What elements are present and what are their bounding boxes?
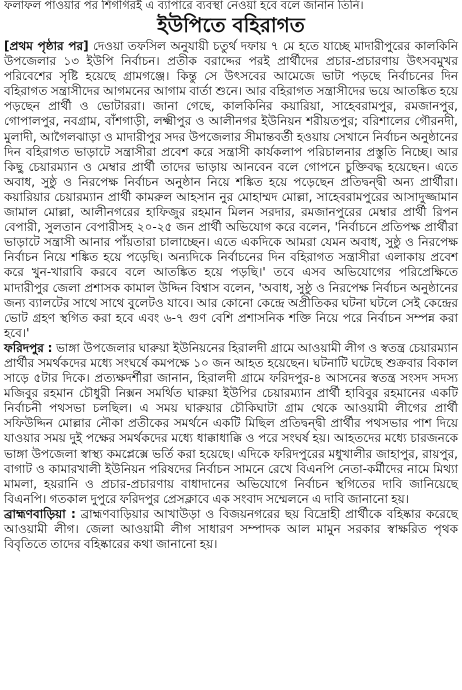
dateline-brahmanbaria: ব্রাহ্মণবাড়িয়া : <box>4 506 76 521</box>
paragraph-text: ভাঙ্গা উপজেলার ঘারুয়া ইউনিয়নের হিরালদী গ্রামে আওয়ামী লীগ ও স্বতন্ত্র চেয়ারম্যান প্রার্থীর সমর্থকদের মধ্যে সংঘর্ষে কমপক্ষে ১০ জন আহত হয়েছেন। ঘটনাটি ঘটেছে শুক্রবার বিকাল সাড়ে ৫টার দিকে। প্রত্যক্ষদর্শীরা জানান, হিরালদী গ্রামে ফরিদপুর-৪ আসনের স্বতন্ত্র সংসদ সদস্য মজিবুর রহমান চৌধুরী নিক্সন সমর্থিত ঘারুয়া ইউপির চেয়ারম্যান প্রার্থী হাবিবুর রহমানের একটি নির্বাচনী পথসভা চলছিল। এ সময় ঘারুয়ার চৌকিঘাটা গ্রাম থেকে আওয়ামী লীগের প্রার্থী সফিউদ্দিন মোল্লার নৌকা প্রতীকের সমর্থনে একটি মিছিল প্রতিদ্বন্দ্বী প্রার্থীর পথসভার পাশ দিয়ে যাওয়ার সময় দুই পক্ষের সমর্থকদের মধ্যে ধাক্কাধাক্কি ও পরে সংঘর্ষ হয়। আহতদের মধ্যে চারজনকে ভাঙ্গা উপজেলা স্বাস্থ্য কমপ্লেক্সে ভর্তি করা হয়েছে। এদিকে ফরিদপুরের মধুখালীর জাহাপুর, রায়পুর, বাগাট ও কামারখালী ইউনিয়ন পরিষদের নির্বাচন সামনে রেখে বিএনপি নেতা-কর্মীদের নামে মিথ্যা মামলা, হয়রানি ও প্রচার-প্রচারণায় বাধাদানের অভিযোগে নির্বাচন স্থগিতের দাবি জানিয়েছে বিএনপি। গতকাল দুপুরে ফরিদপুর প্রেসক্লাবে এক সংবাদ সম্মেলনে এ দাবি জানানো হয়। <box>4 340 458 506</box>
article-headline: ইউপিতে বহিরাগত <box>157 13 305 37</box>
article-paragraph-2 <box>4 341 458 507</box>
continuation-marker: [প্রথম পৃষ্ঠার পর] <box>4 39 89 53</box>
dateline-faridpur: ফরিদপুর : <box>4 340 53 355</box>
article-paragraph-3 <box>4 507 458 552</box>
paragraph-text: দেওয়া তফসিল অনুযায়ী চতুর্থ দফায় ৭ মে হতে যাচ্ছে মাদারীপুরের কালকিনি উপজেলার ১৩ ইউপি নির্বাচন। প্রতীক বরাদ্দের পরই প্রার্থীদের প্রচার-প্রচারণায় উৎসবমুখর পরিবেশের সৃষ্টি হয়েছে গ্রামগঞ্জে। কিন্তু সে উৎসবের আমেজে ভাটা পড়ছে নির্বাচনের দিন বহিরাগত সন্ত্রাসীদের আগমনের আগাম বার্তা শুনে। আর বহিরাগত সন্ত্রাসীদের ভয়ে আতঙ্কিত হয়ে পড়ছেন প্রার্থী ও ভোটাররা। জানা গেছে, কালকিনির কয়ারিয়া, সাহেবরামপুর, রমজানপুর, গোপালপুর, নবগ্রাম, বাঁশগাড়ী, লক্ষ্মীপুর ও আলীনগর ইউনিয়ন শরীয়তপুর; বরিশালের গৌরনদী, মুলাদী, আগৈলঝাড়া ও মাদারীপুর সদর উপজেলার সীমান্তবর্তী হওয়ায় সেখানে নির্বাচন অনুষ্ঠানের দিন বহিরাগত ভাড়াটে সন্ত্রাসীরা প্রবেশ করে সন্ত্রাসী কার্যকলাপ পরিচালনার প্রস্তুতি নিচ্ছে। আর কিছু চেয়ারম্যান ও মেম্বার প্রার্থী তাদের ভাড়ায় আনবেন বলে গোপনে চুক্তিবদ্ধ হয়েছেন। এতে অবাধ, সুষ্ঠু ও নিরপেক্ষ নির্বাচন অনুষ্ঠান নিয়ে শঙ্কিত হয়ে পড়েছেন প্রতিদ্বন্দ্বী অন্য প্রার্থীরা। কয়ারিয়ার চেয়ারম্যান প্রার্থী কামরুল আহসান নুর মোহাম্মদ মোল্লা, সাহেবরামপুরের আসাদুজ্জামান জামাল মোল্লা, আলীনগরের হাফিজুর রহমান মিলন সরদার, রমজানপুরের মেম্বার প্রার্থী রিপন বেপারী, সুলতান বেপারীসহ ২০-২৫ জন প্রার্থী অভিযোগ করে বলেন, 'নির্বাচনে প্রতিপক্ষ প্রার্থীরা ভাড়াটে সন্ত্রাসী আনার পাঁয়তারা চালাচ্ছেন। এতে একদিকে আমরা যেমন অবাধ, সুষ্ঠু ও নিরপেক্ষ নির্বাচন নিয়ে শঙ্কিত হয়ে পড়েছি। অন্যদিকে নির্বাচনের দিন বহিরাগত সন্ত্রাসীরা এলাকায় প্রবেশ করে খুন-খারাবি করবে বলে আতঙ্কিত হয়ে পড়ছি।' তবে এসব অভিযোগের পরিপ্রেক্ষিতে মাদারীপুর জেলা প্রশাসক কামাল উদ্দিন বিশ্বাস বলেন, 'অবাধ, সুষ্ঠু ও নিরপেক্ষ নির্বাচন অনুষ্ঠানের জন্য ব্যালটের সাথে সাথে বুলেটও যাবে। আর কোনো কেন্দ্রে অপ্রীতিকর ঘটনা ঘটলে সেই কেন্দ্রের ভোট গ্রহণ স্থগিত করা হবে এবং ৬-৭ গুণ বেশি প্রশাসনিক শক্তি নিয়ে পরে নির্বাচন সম্পন্ন করা হবে।' <box>4 39 458 340</box>
article-paragraph-1 <box>4 39 458 341</box>
previous-article-tail: ফলাফল পাওয়ার পর শিগগিরই এ ব্যাপারে ব্যবস্থা নেওয়া হবে বলে জানান তিনি। <box>4 0 364 12</box>
paragraph-text: ব্রাহ্মণবাড়িয়ার আখাউড়া ও বিজয়নগরের ছয় বিদ্রোহী প্রার্থীকে বহিষ্কার করেছে আওয়ামী লীগ। জেলা আওয়ামী লীগ সাধারণ সম্পাদক আল মামুন সরকার স্বাক্ষরিত পৃথক বিবৃতিতে তাদের বহিষ্কারের কথা জানানো হয়। <box>4 506 458 552</box>
